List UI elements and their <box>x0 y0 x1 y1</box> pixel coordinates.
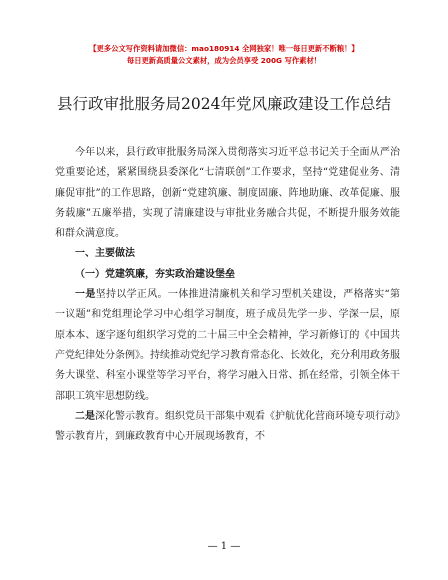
paragraph-2-lead: 二是 <box>75 410 95 422</box>
document-title: 县行政审批服务局2024年党风廉政建设工作总结 <box>57 95 391 113</box>
paragraph-1-text: 坚持以学正风。一体推进清廉机关和学习型机关建设，严格落实“第一议题”和党组理论学习中心组学习制度，班子成员先学一步、学深一层，原原本本、逐字逐句组织学习党的二十届三中全会精神，学习新修订的《中国共产党纪律处分条例》。持续推动党纪学习教育常态化、长效化，充分利用政务服务大课堂、科室小课堂等学习平台，将学习融入日常、抓在经常，引领全体干部职工筑牢思想防线。 <box>55 289 400 402</box>
paragraph-1-lead: 一是 <box>75 289 96 301</box>
subsection-heading: （一）党建筑廉，夯实政治建设堡垒 <box>75 268 235 280</box>
paragraph-2 <box>55 407 400 448</box>
paragraph-1 <box>55 285 400 407</box>
intro-paragraph: 今年以来，县行政审批服务局深入贯彻落实习近平总书记关于全面从严治党重要论述，紧紧围绕县委深化“七清联创”工作要求，坚持“党建促业务、清廉促审批”的工作思路，创新“党建筑廉、制度固廉、阵地助廉、改革促廉、服务载廉”五廉举措，实现了清廉建设与审批业务融合共促，不断提升服务效能和群众满意度。 <box>55 147 400 240</box>
promo-banner <box>0 43 448 67</box>
promo-banner-line-1: 【更多公文写作资料请加微信：mao180914 全网独家！唯一每日更新不断粮！】 <box>89 44 359 53</box>
promo-banner-line-2: 每日更新高质量公文素材，成为会员享受 200G 写作素材！ <box>126 56 322 65</box>
page-number: — 1 — <box>207 541 241 552</box>
paragraph-2-text: 深化警示教育。组织党员干部集中观看《护航优化营商环境专项行动》警示教育片，到廉政教育中心开展现场教育，不 <box>55 410 400 443</box>
section-heading: 一、主要做法 <box>75 248 135 260</box>
document-body <box>55 143 400 447</box>
